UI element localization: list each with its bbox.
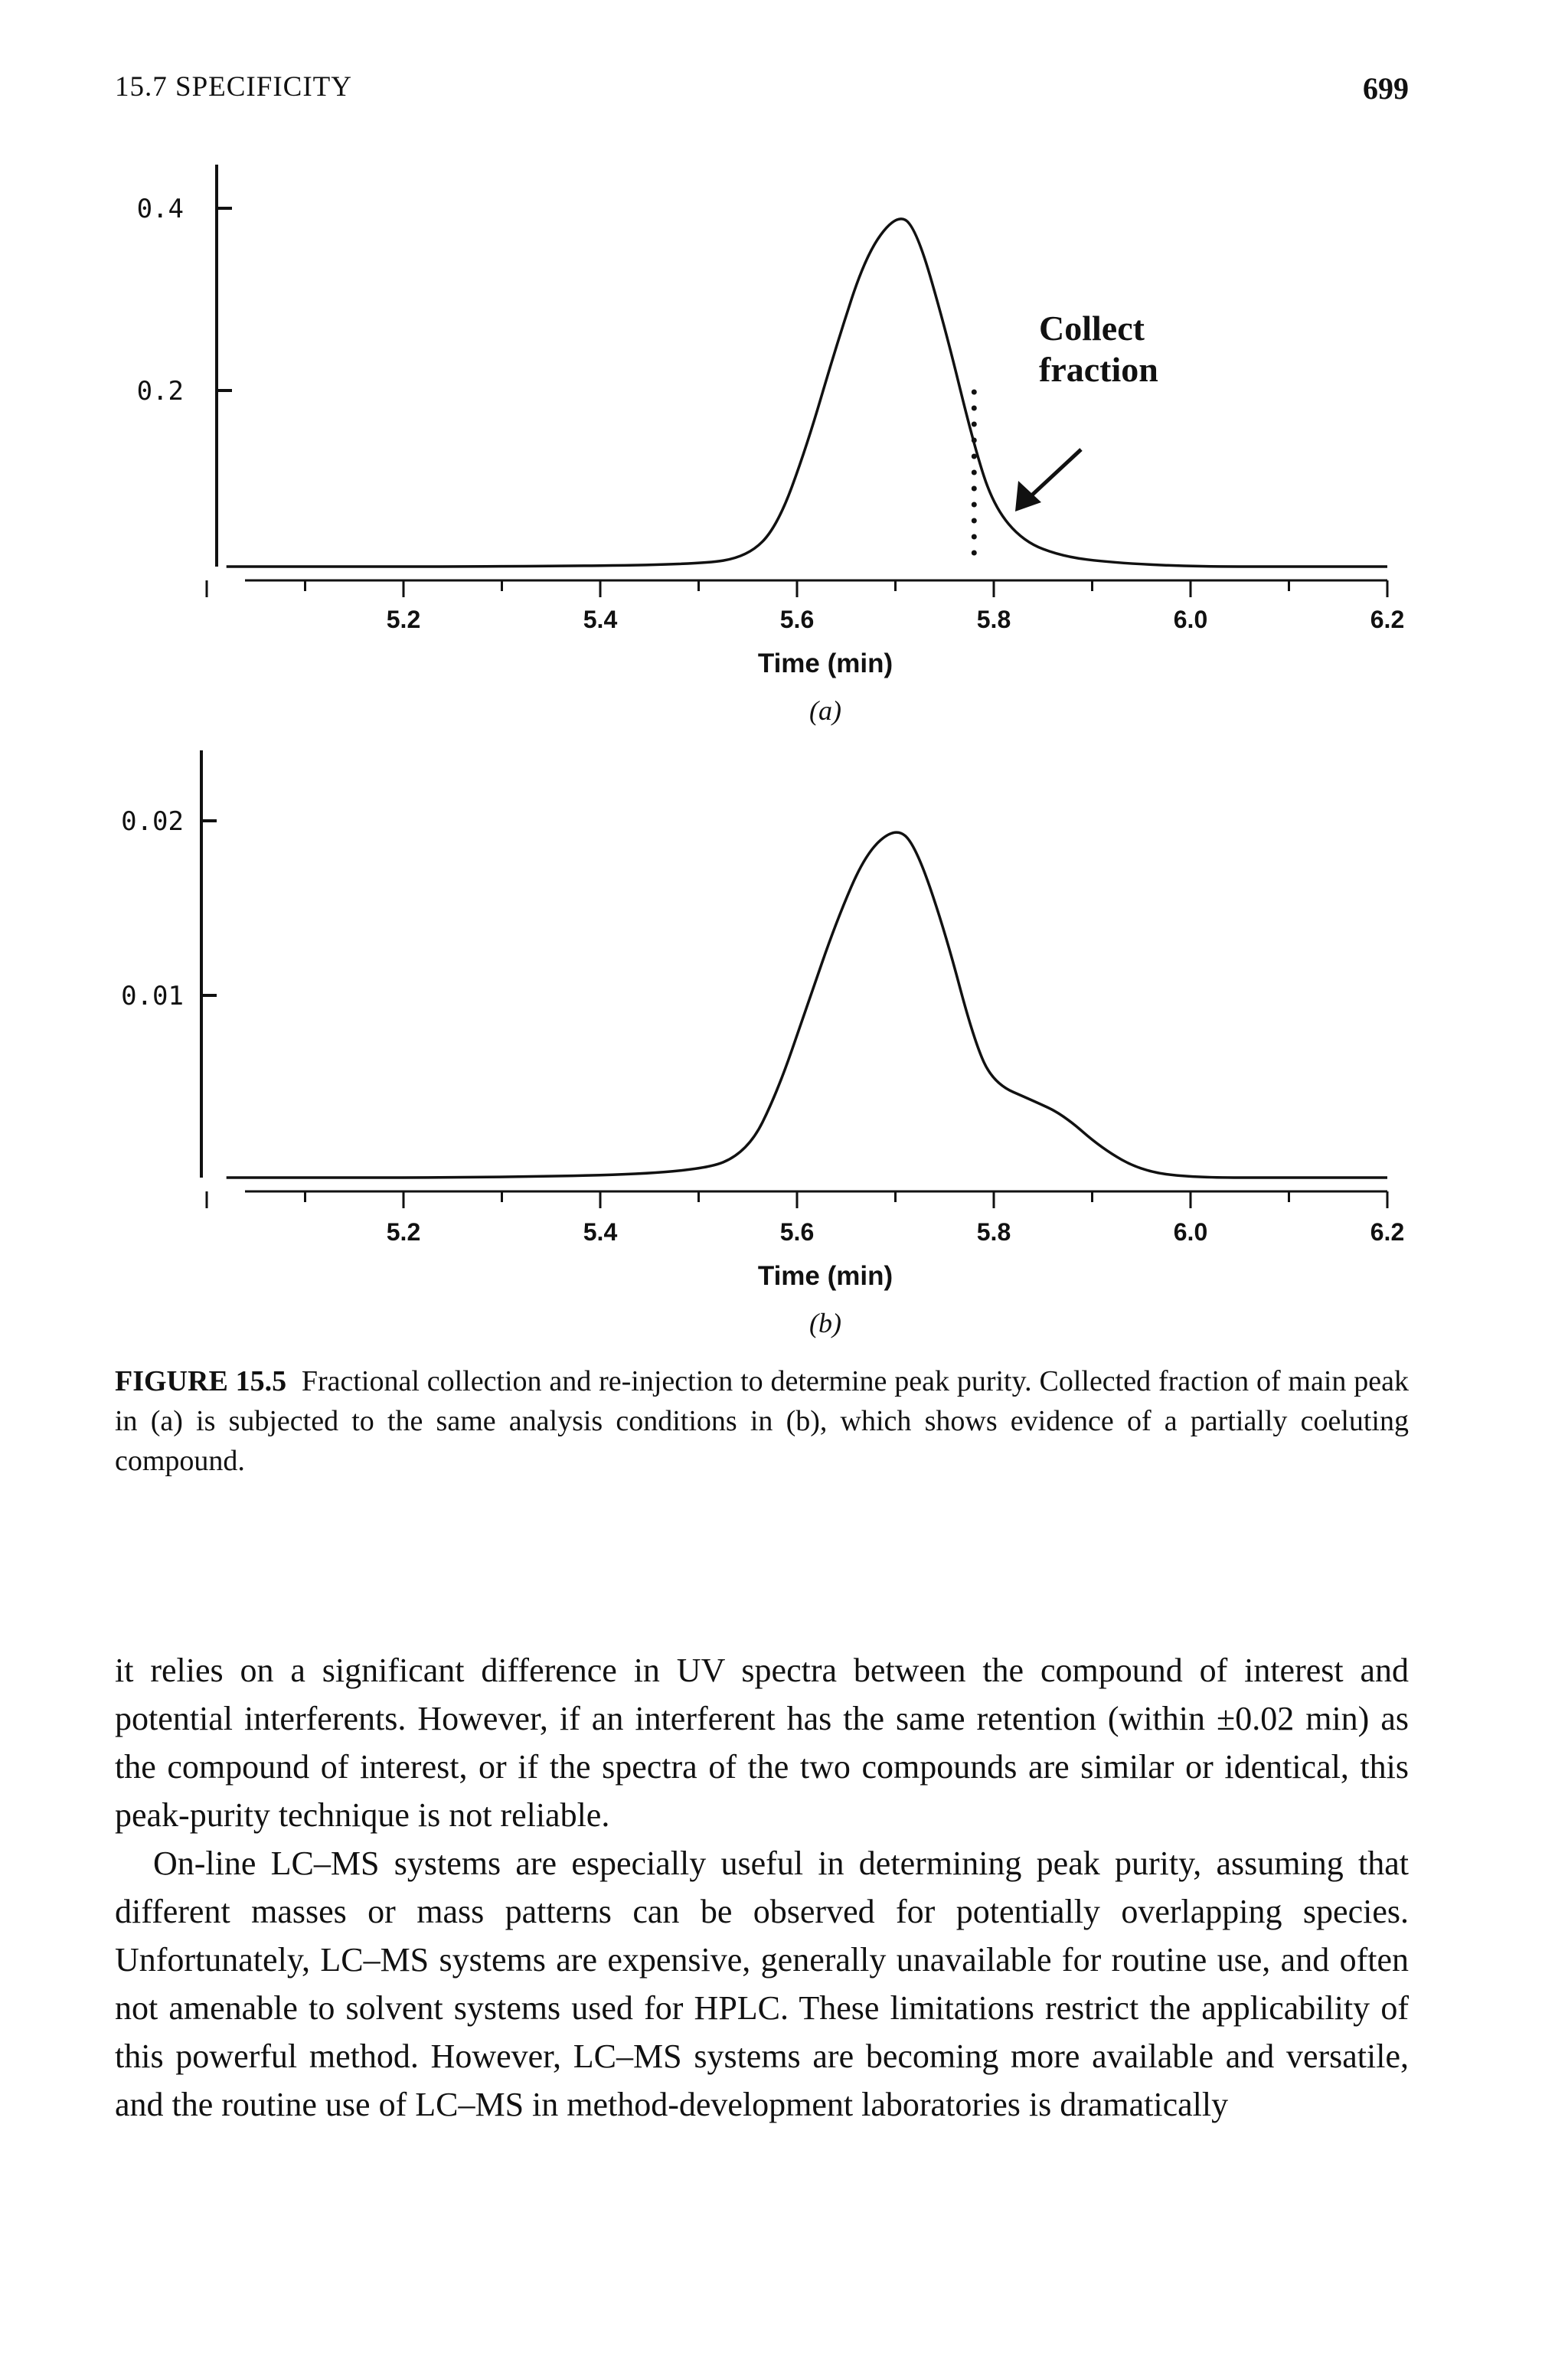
chromatogram-trace-a — [227, 219, 1387, 567]
fraction-cut-dot — [972, 406, 977, 411]
chromatogram-trace-b — [227, 832, 1387, 1178]
fraction-cut-dot — [972, 454, 977, 459]
collect-fraction-label-line-2: fraction — [1039, 350, 1158, 389]
caption-text: Fractional collection and re-injection to determine peak purity. Collected fraction of main peak in (a) is subjected to the same analysis conditions in (b), which shows evidence of a partially coeluting compound. — [115, 1365, 1409, 1477]
y-tick-label: 0.4 — [136, 194, 184, 224]
x-tick-label: 6.0 — [1173, 1218, 1208, 1246]
panel-label-b: (b) — [809, 1308, 841, 1338]
x-tick-label: 6.2 — [1370, 606, 1405, 633]
fraction-cut-dot — [972, 534, 977, 540]
y-tick-label: 0.01 — [121, 981, 184, 1011]
fraction-cut-dot — [972, 422, 977, 427]
figure-label: FIGURE 15.5 — [115, 1365, 287, 1397]
fraction-cut-marker — [972, 390, 977, 556]
x-tick-label: 5.8 — [976, 1218, 1011, 1246]
section-title: 15.7 SPECIFICITY — [115, 71, 352, 103]
paragraph: On-line LC–MS systems are especially useful in determining peak purity, assuming that different masses or mass patterns can be observed for potentially overlapping species. Unfortunately, LC–MS systems are expensive, generally unavailable for routine use, and often not amenable to solvent systems used for HPLC. These limitations restrict the applicability of this powerful method. However, LC–MS systems are becoming more available and versatile, and the routine use of LC–MS in method-development laboratories is dramatically — [115, 1845, 1409, 2123]
x-tick-label: 6.0 — [1173, 606, 1208, 633]
x-tick-label: 5.2 — [386, 1218, 421, 1246]
figure-caption — [115, 1361, 1409, 1481]
x-axis-label-b: Time (min) — [757, 1261, 893, 1291]
fraction-cut-dot — [972, 390, 977, 395]
fraction-cut-dot — [972, 551, 977, 556]
x-tick-label: 5.2 — [386, 606, 421, 633]
x-tick-label: 5.8 — [976, 606, 1011, 633]
collect-fraction-label-line-1: Collect — [1039, 309, 1145, 348]
fraction-cut-dot — [972, 438, 977, 443]
panel-label-a: (a) — [809, 695, 841, 726]
x-tick-label: 5.4 — [583, 606, 618, 633]
fraction-cut-dot — [972, 486, 977, 492]
chart-panel-a — [137, 165, 1405, 726]
x-tick-label: 5.6 — [779, 606, 815, 633]
fraction-cut-dot — [972, 518, 977, 524]
fraction-cut-dot — [972, 502, 977, 508]
chart-panel-b — [121, 750, 1404, 1338]
body-text — [115, 1646, 1409, 2129]
y-tick-label: 0.02 — [121, 806, 184, 837]
x-tick-label: 5.6 — [779, 1218, 815, 1246]
x-tick-label: 5.4 — [583, 1218, 618, 1246]
paragraph: it relies on a significant difference in UV spectra between the compound of interest and potential interferents. However, if an interferent has the same retention (within ±0.02 min) as the compound of interest, or if the spectra of the two compounds are similar or identical, this peak-purity technique is not reliable. — [115, 1652, 1409, 1834]
fraction-cut-dot — [972, 470, 977, 475]
x-axis-label-a: Time (min) — [757, 649, 893, 678]
x-tick-label: 6.2 — [1370, 1218, 1405, 1246]
y-tick-label: 0.2 — [136, 376, 184, 407]
arrow-icon — [1015, 449, 1081, 511]
page-number: 699 — [1363, 71, 1409, 106]
